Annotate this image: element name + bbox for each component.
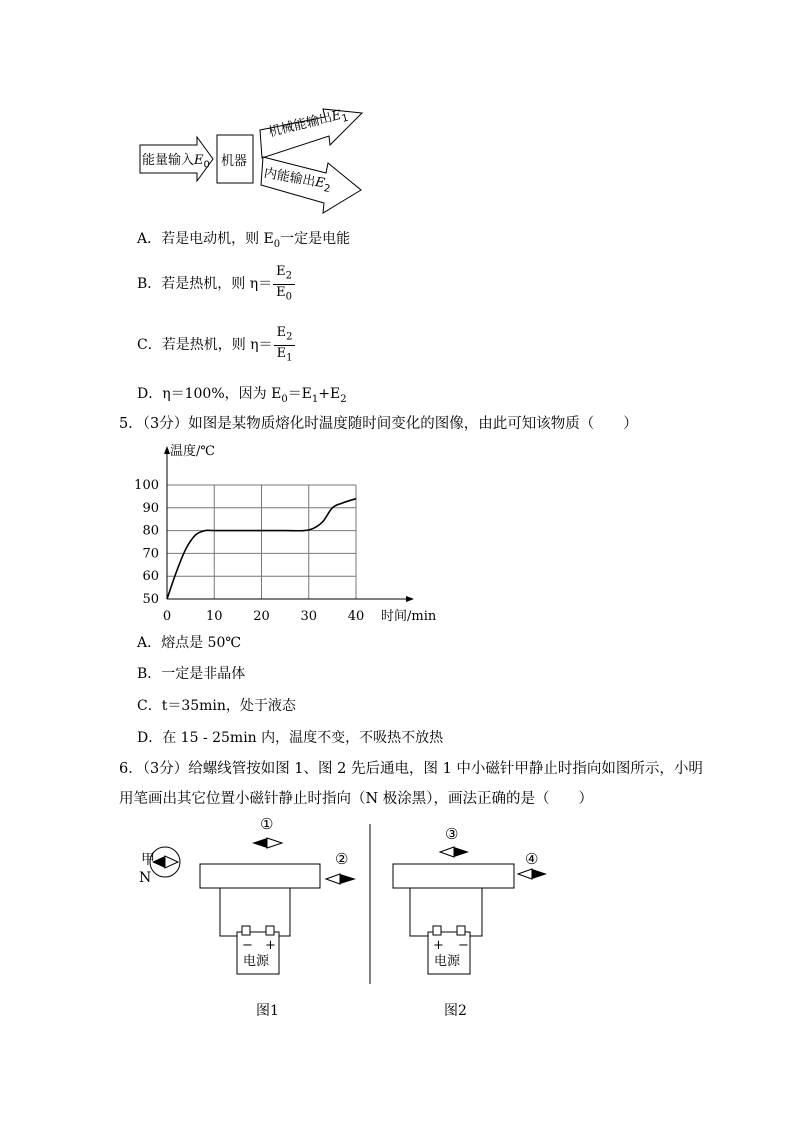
q5-option-c: C．t＝35min，处于液态	[137, 698, 296, 714]
needle-3-n	[454, 847, 469, 857]
q4-option-c	[137, 325, 295, 365]
needle-jia-label: 甲	[141, 852, 155, 868]
e1-sub: 1	[340, 112, 350, 125]
q4-b-fraction	[273, 264, 295, 304]
needle-2-n	[340, 874, 356, 884]
fig2-caption: 图2	[444, 1003, 467, 1019]
input-label	[142, 149, 210, 171]
needle-1-n	[252, 838, 267, 848]
needle-n-label: N	[139, 870, 152, 886]
marker-3: ③	[445, 825, 459, 843]
q4-a-tail: 一定是电能	[280, 231, 351, 247]
chart-grid	[167, 485, 356, 599]
q4-d-p1: D．η＝100%，因为 E	[137, 386, 282, 402]
needle-1-s	[267, 838, 282, 848]
e0-symbol: E	[194, 153, 204, 168]
q4-b-text: B．若是热机，则 η＝	[137, 276, 273, 293]
solenoid-2	[393, 864, 514, 888]
q4-c-fraction	[274, 325, 296, 365]
e2-symbol: E	[313, 174, 326, 192]
q4-a-text: A．若是电动机，则 E	[137, 231, 274, 247]
q4-b-num-sub: 2	[285, 270, 293, 282]
fig1-caption: 图1	[256, 1003, 279, 1019]
solenoid-1	[200, 864, 320, 888]
q4-c-num: E	[276, 325, 287, 340]
solenoid-figures	[130, 812, 570, 1031]
e1-symbol: E	[330, 107, 343, 125]
x-tick-label: 20	[253, 609, 270, 624]
q4-d-s1: 0	[281, 393, 288, 405]
q6-stem-line2: 用笔画出其它位置小磁针静止时指向（N 极涂黑），画法正确的是（ ）	[119, 791, 594, 807]
solenoid-graphic	[130, 812, 570, 1027]
q4-a-sub: 0	[273, 238, 281, 250]
needle-4-n	[532, 869, 547, 879]
fig1-source: 电源	[243, 954, 270, 969]
q4-option-d	[137, 385, 347, 409]
x-axis-label: 时间/min	[381, 609, 437, 624]
needle-3-s	[440, 847, 454, 857]
terminal-2b	[457, 926, 465, 935]
solenoid-1-wires	[220, 888, 290, 936]
q4-c-den: E	[276, 345, 287, 361]
out1-text: 机械能输出	[266, 110, 334, 141]
y-tick-label: 90	[142, 500, 159, 516]
q6-stem-line1: 6．（3分）给螺线管按如图 1、图 2 先后通电，图 1 中小磁针甲静止时指向如图所示，小明	[119, 761, 703, 777]
q4-b-den: E	[276, 284, 286, 300]
y-tick-label: 100	[134, 478, 159, 493]
e2-sub: 2	[322, 183, 332, 196]
q4-option-b	[137, 264, 295, 304]
chart-axes	[164, 446, 414, 602]
q4-c-num-sub: 2	[286, 331, 293, 343]
input-label-text: 能量输入	[142, 153, 195, 168]
fig1-plus: +	[265, 938, 276, 953]
terminal-2a	[433, 926, 441, 935]
y-tick-label: 80	[142, 523, 159, 539]
q5-option-d: D．在 15 - 25min 内，温度不变，不吸热不放热	[137, 730, 444, 746]
needle-2-s	[326, 874, 340, 884]
solenoid-2-wires	[410, 888, 482, 936]
q5-stem: 5．（3分）如图是某物质熔化时温度随时间变化的图像，由此可知该物质（ ）	[119, 416, 638, 432]
fig1-minus: −	[242, 938, 253, 953]
q4-b-den-sub: 0	[285, 291, 293, 303]
q4-c-text: C．若是热机，则 η＝	[137, 337, 273, 354]
y-tick-label: 50	[142, 592, 159, 607]
marker-4: ④	[525, 850, 539, 868]
terminal-1a	[242, 926, 250, 935]
q4-d-s3: 2	[340, 393, 347, 405]
y-axis-label: 温度/℃	[170, 444, 215, 459]
melting-chart-svg	[130, 436, 450, 628]
fig2-source: 电源	[434, 954, 461, 969]
q4-option-a	[137, 230, 350, 254]
x-tick-label: 40	[347, 609, 365, 624]
q4-d-p2: ＝E	[287, 386, 312, 402]
x-tick-label: 10	[205, 609, 223, 624]
melting-chart	[130, 436, 450, 632]
q4-c-den-sub: 1	[286, 352, 293, 364]
marker-1: ①	[260, 815, 274, 833]
q4-b-num: E	[276, 264, 286, 279]
y-tick-label: 60	[142, 569, 159, 585]
x-tick-label: 0	[162, 609, 172, 624]
out2-text: 内能输出	[262, 165, 317, 190]
e0-sub: 0	[203, 159, 210, 171]
needle-4-s	[518, 869, 532, 879]
machine-label: 机器	[221, 154, 248, 169]
y-tick-label: 70	[142, 546, 159, 562]
q4-d-p3: +E	[318, 386, 341, 402]
terminal-1b	[266, 926, 274, 935]
chart-ticks	[134, 478, 364, 624]
fig2-plus: +	[433, 938, 444, 953]
q5-option-b: B．一定是非晶体	[137, 666, 246, 682]
marker-2: ②	[335, 850, 349, 868]
fig2-minus: −	[458, 938, 469, 953]
x-axis-arrow	[406, 596, 414, 602]
q4-d-s2: 1	[311, 393, 319, 405]
q5-option-a: A．熔点是 50℃	[137, 635, 242, 651]
energy-flow-diagram	[135, 95, 375, 225]
x-tick-label: 30	[300, 609, 318, 624]
